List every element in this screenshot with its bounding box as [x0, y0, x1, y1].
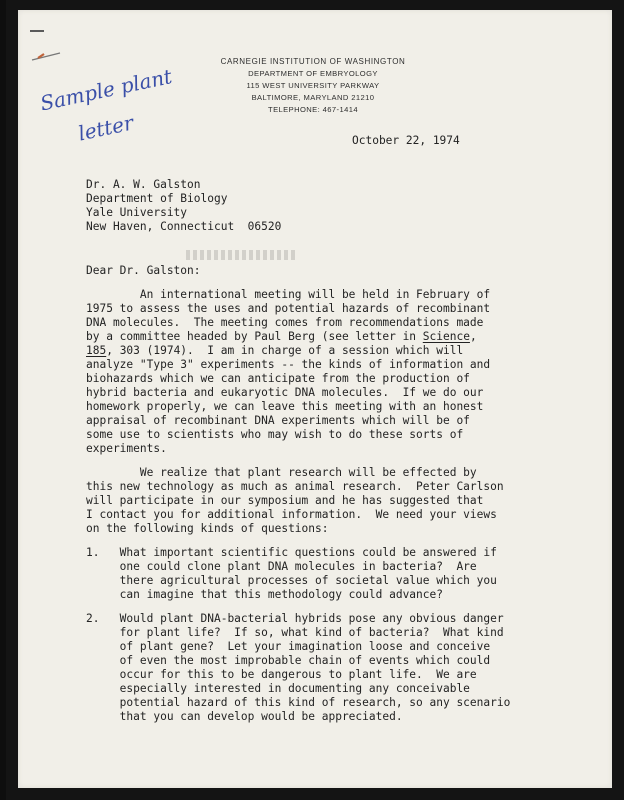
- question2-line: that you can develop would be appreciated.: [86, 710, 403, 723]
- para1-line: An international meeting will be held in February of: [86, 288, 491, 301]
- question1-line: can imagine that this methodology could advance?: [86, 588, 443, 601]
- para2-line: on the following kinds of questions:: [86, 522, 329, 535]
- recipient-department: Department of Biology: [86, 192, 228, 205]
- para1-line: [86, 330, 477, 344]
- question2-line: occur for this to be dangerous to plant life. We are: [86, 668, 477, 681]
- para2-line: I contact you for additional information. We need your views: [86, 508, 497, 521]
- para1-line: 1975 to assess the uses and potential hazards of recombinant: [86, 302, 491, 315]
- question2-line: of even the most improbable chain of events which could: [86, 654, 491, 667]
- letter-page: [18, 10, 612, 788]
- journal-science: Science: [422, 330, 470, 343]
- margin-mark: [30, 30, 44, 32]
- question2-line: of plant gene? Let your imagination loose and conceive: [86, 640, 491, 653]
- journal-volume: 185: [86, 344, 107, 357]
- para2-line: will participate in our symposium and he has suggested that: [86, 494, 484, 507]
- para1-text: , 303 (1974). I am in charge of a session which will: [106, 344, 464, 357]
- question2-line: especially interested in documenting any conceivable: [86, 682, 470, 695]
- handwritten-note-line1: Sample plant: [38, 64, 175, 116]
- para1-line: [86, 344, 463, 358]
- para1-line: biohazards which we can anticipate from the production of: [86, 372, 470, 385]
- para2-line: We realize that plant research will be effected by: [86, 466, 477, 479]
- recipient-university: Yale University: [86, 206, 188, 219]
- recipient-city: New Haven, Connecticut 06520: [86, 220, 282, 233]
- para1-line: some use to scientists who may wish to do these sorts of: [86, 428, 464, 441]
- handwritten-note-line2: letter: [76, 110, 136, 146]
- letterhead-institution: CARNEGIE INSTITUTION OF WASHINGTON: [220, 57, 406, 66]
- question2-line: 2. Would plant DNA-bacterial hybrids pose any obvious danger: [86, 612, 504, 625]
- pencil-mark-icon: [30, 48, 72, 66]
- para1-text: by a committee headed by Paul Berg (see letter in: [86, 330, 423, 343]
- letterhead-department: DEPARTMENT OF EMBRYOLOGY: [248, 69, 378, 78]
- scan-edge: [0, 0, 6, 800]
- letterhead-street: 115 WEST UNIVERSITY PARKWAY: [246, 81, 380, 90]
- question1-line: 1. What important scientific questions could be answered if: [86, 546, 497, 559]
- para1-line: DNA molecules. The meeting comes from recommendations made: [86, 316, 484, 329]
- question2-line: potential hazard of this kind of research, so any scenario: [86, 696, 511, 709]
- letter-date: October 22, 1974: [352, 134, 460, 147]
- recipient-name: Dr. A. W. Galston: [86, 178, 201, 191]
- question2-line: for plant life? If so, what kind of bacteria? What kind: [86, 626, 504, 639]
- para1-comma: ,: [469, 330, 477, 343]
- question1-line: one could clone plant DNA molecules in bacteria? Are: [86, 560, 477, 573]
- para1-line: analyze "Type 3" experiments -- the kinds of information and: [86, 358, 491, 371]
- para2-line: this new technology as much as animal research. Peter Carlson: [86, 480, 504, 493]
- faint-offset-text: [186, 250, 296, 260]
- salutation: Dear Dr. Galston:: [86, 264, 201, 277]
- letterhead-telephone: TELEPHONE: 467-1414: [268, 105, 358, 114]
- para1-line: appraisal of recombinant DNA experiments which will be of: [86, 414, 470, 427]
- para1-line: homework properly, we can leave this meeting with an honest: [86, 400, 484, 413]
- para1-line: experiments.: [86, 442, 167, 455]
- para1-line: hybrid bacteria and eukaryotic DNA molecules. If we do our: [86, 386, 484, 399]
- letterhead-city: BALTIMORE, MARYLAND 21210: [251, 93, 375, 102]
- question1-line: there agricultural processes of societal value which you: [86, 574, 497, 587]
- letterhead: [208, 56, 418, 116]
